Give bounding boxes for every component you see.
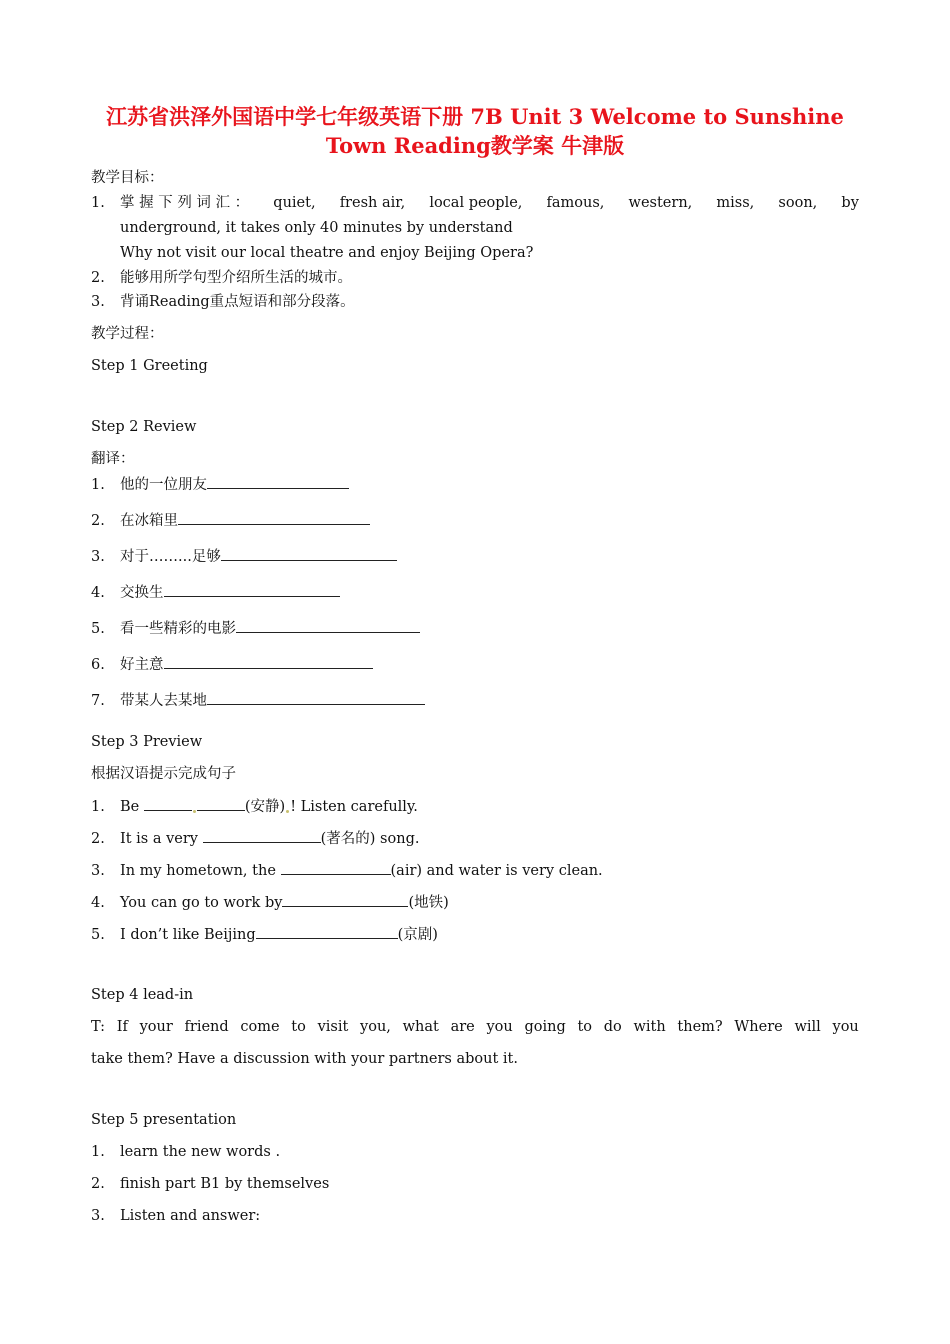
step-4-heading: Step 4 lead-in — [91, 987, 194, 1003]
step-4-prompt-line-2: take them? Have a discussion with your partners about it. — [91, 1051, 518, 1067]
answer-blank[interactable] — [281, 860, 391, 875]
document-title-line-1: 江苏省洪泽外国语中学七年级英语下册 7B Unit 3 Welcome to Sunshine — [106, 104, 844, 129]
step-2-heading: Step 2 Review — [91, 419, 197, 435]
goal-item-1 — [91, 193, 859, 213]
translate-item: 3. 对于……...足够 — [91, 546, 397, 567]
step-4-prompt-line-1: T: If your friend come to visit you, what are you going to do with them? Where will you — [91, 1019, 859, 1035]
goal-item-1-continued: underground, it takes only 40 minutes by understand — [120, 220, 513, 236]
goal-item-1-sentence: Why not visit our local theatre and enjoy Beijing Opera? — [120, 245, 534, 261]
answer-blank[interactable] — [256, 924, 398, 939]
goal-item-3: 3. 背诵Reading重点短语和部分段落。 — [91, 294, 355, 310]
answer-blank[interactable] — [207, 474, 349, 489]
goal-vocab-word: western, — [628, 195, 693, 211]
goal-vocab-word: miss, — [716, 195, 755, 211]
goal-vocab-word: local people, — [429, 195, 523, 211]
goal-vocab-word: soon, — [778, 195, 818, 211]
process-heading: 教学过程： — [91, 326, 164, 342]
document-title-line-2: Town Reading教学案 牛津版 — [325, 133, 625, 158]
goal-vocab-word: famous, — [546, 195, 605, 211]
answer-blank[interactable] — [164, 654, 373, 669]
dot-mark — [193, 810, 196, 813]
answer-blank[interactable] — [207, 690, 425, 705]
dot-mark — [286, 810, 289, 813]
answer-blank[interactable] — [282, 892, 408, 907]
translate-item: 4. 交换生 — [91, 582, 340, 603]
goal-vocab-word: by — [841, 195, 859, 211]
preview-heading: 根据汉语提示完成句子 — [91, 766, 236, 782]
answer-blank[interactable] — [197, 796, 245, 811]
preview-item: 4. You can go to work by (地铁) — [91, 892, 449, 913]
answer-blank[interactable] — [203, 828, 321, 843]
step-5-item: 2. finish part B1 by themselves — [91, 1176, 330, 1192]
answer-blank[interactable] — [178, 510, 370, 525]
goals-heading: 教学目标： — [91, 170, 164, 186]
preview-item: 3. In my hometown, the (air) and water is very clean. — [91, 860, 603, 881]
step-3-heading: Step 3 Preview — [91, 734, 203, 750]
goal-item-1-label: 1. 掌 握 下 列 词 汇 ： — [91, 195, 250, 211]
translate-item: 6. 好主意 — [91, 654, 373, 675]
goal-item-2: 2. 能够用所学句型介绍所生活的城市。 — [91, 270, 352, 286]
step-5-item: 3. Listen and answer: — [91, 1208, 261, 1224]
answer-blank[interactable] — [236, 618, 420, 633]
answer-blank[interactable] — [221, 546, 397, 561]
goal-vocab-word: fresh air, — [339, 195, 406, 211]
preview-item: 2. It is a very (著名的) song. — [91, 828, 419, 849]
translate-heading: 翻译： — [91, 451, 135, 467]
translate-item: 2. 在冰箱里 — [91, 510, 370, 531]
translate-item: 5. 看一些精彩的电影 — [91, 618, 420, 639]
step-5-item: 1. learn the new words . — [91, 1144, 281, 1160]
translate-item: 7. 带某人去某地 — [91, 690, 425, 711]
step-5-heading: Step 5 presentation — [91, 1112, 237, 1128]
goal-vocab-word: quiet, — [273, 195, 316, 211]
preview-item: 1. Be (安静) ! Listen carefully. — [91, 796, 418, 817]
step-1-heading: Step 1 Greeting — [91, 358, 208, 374]
translate-item: 1. 他的一位朋友 — [91, 474, 349, 495]
answer-blank[interactable] — [164, 582, 340, 597]
answer-blank[interactable] — [144, 796, 192, 811]
preview-item: 5. I don’t like Beijing (京剧) — [91, 924, 438, 945]
